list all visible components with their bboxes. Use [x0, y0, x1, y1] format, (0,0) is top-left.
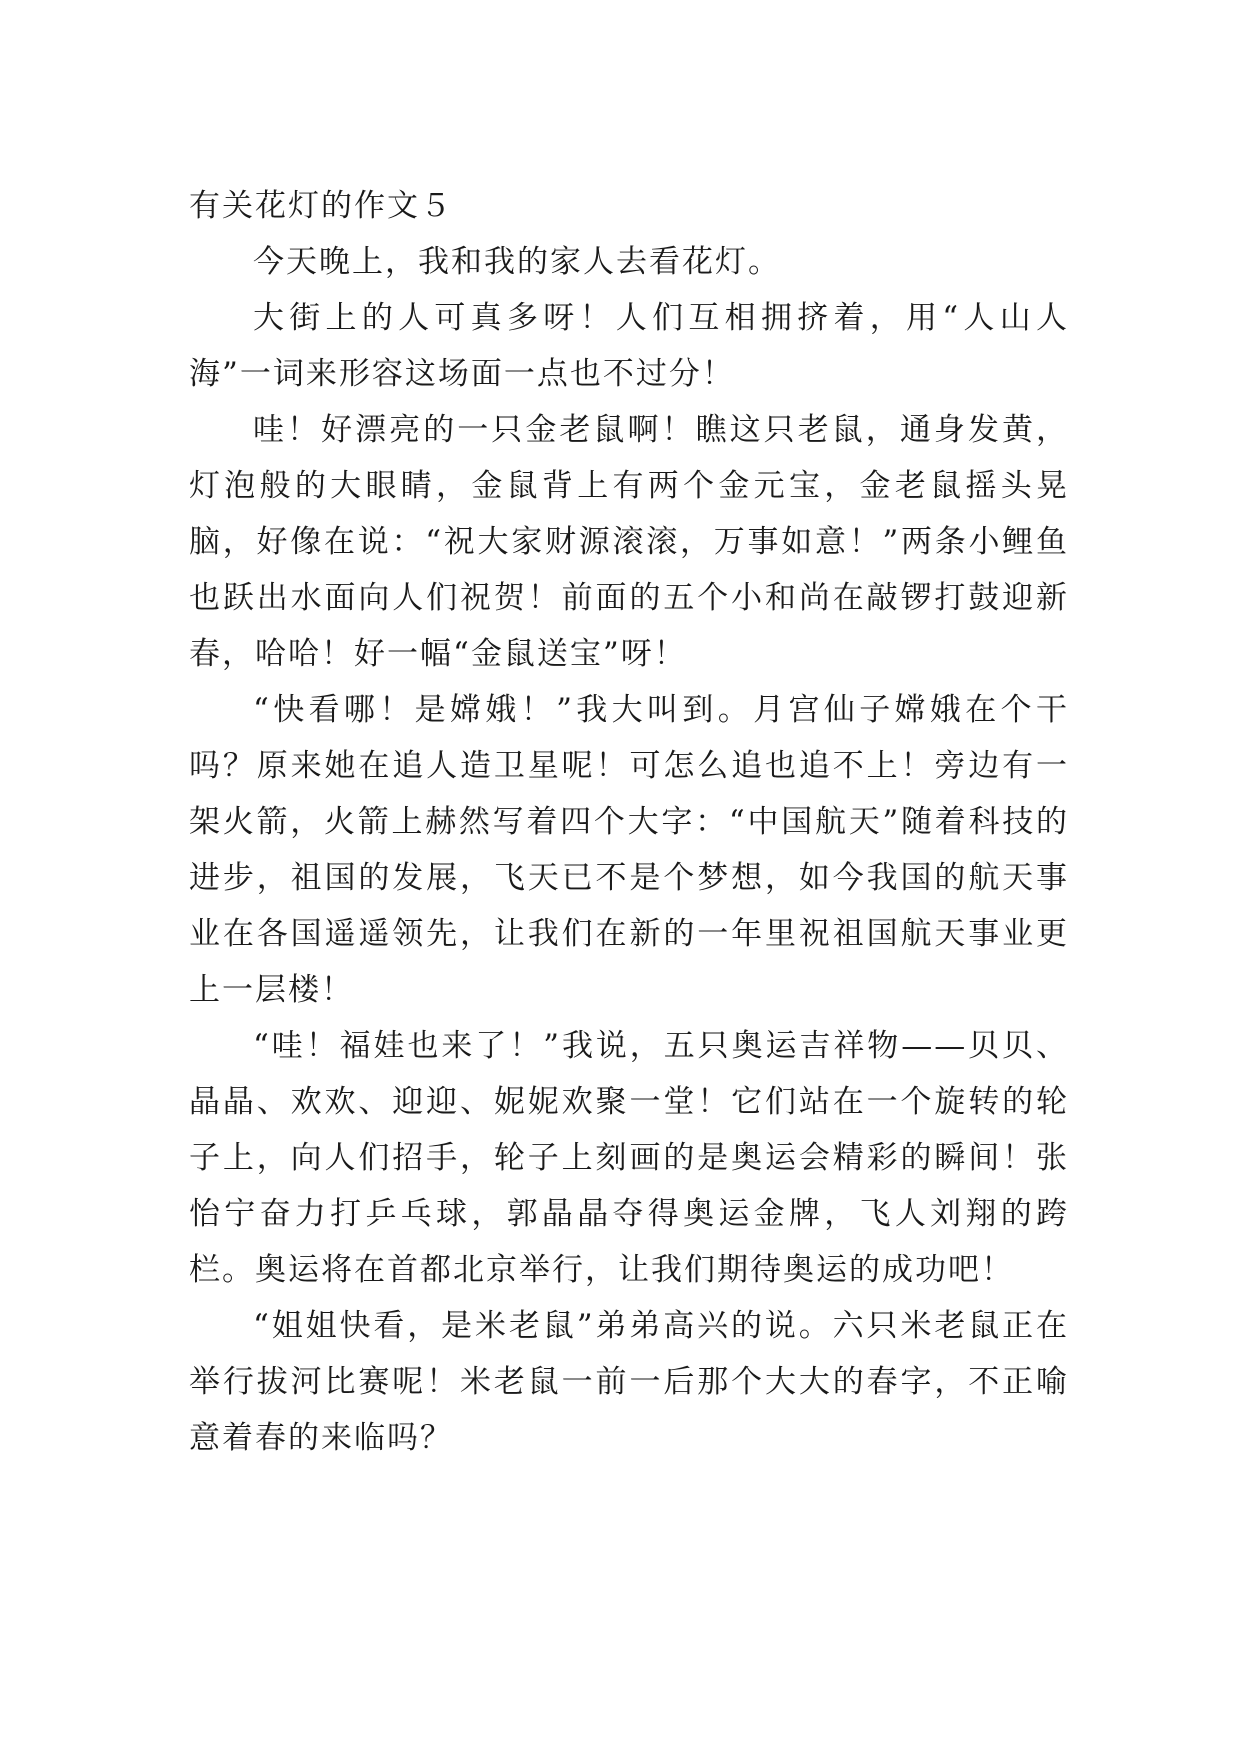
paragraph-4: “快看哪！是嫦娥！”我大叫到。月宫仙子嫦娥在个干吗？原来她在追人造卫星呢！可怎么追也追不上！旁边有一架火箭，火箭上赫然写着四个大字：“中国航天”随着科技的进步，祖国的发展，飞天已不是个梦想，如今我国的航天事业在各国遥遥领先，让我们在新的一年里祝祖国航天事业更上一层楼！ [189, 692, 1069, 1008]
paragraph-3: 哇！好漂亮的一只金老鼠啊！瞧这只老鼠，通身发黄，灯泡般的大眼睛，金鼠背上有两个金元宝，金老鼠摇头晃脑，好像在说：“祝大家财源滚滚，万事如意！”两条小鲤鱼也跃出水面向人们祝贺！前面的五个小和尚在敲锣打鼓迎新春，哈哈！好一幅“金鼠送宝”呀！ [189, 412, 1069, 672]
paragraph-2: 大街上的人可真多呀！人们互相拥挤着，用“人山人海”一词来形容这场面一点也不过分！ [189, 300, 1069, 392]
document-body [189, 178, 1069, 1466]
paragraph-1: 今天晚上，我和我的家人去看花灯。 [253, 244, 781, 280]
paragraph-5: “哇！福娃也来了！”我说，五只奥运吉祥物——贝贝、晶晶、欢欢、迎迎、妮妮欢聚一堂！它们站在一个旋转的轮子上，向人们招手，轮子上刻画的是奥运会精彩的瞬间！张怡宁奋力打乒乓球，郭晶晶夺得奥运金牌，飞人刘翔的跨栏。奥运将在首都北京举行，让我们期待奥运的成功吧！ [189, 1028, 1069, 1288]
paragraph-6: “姐姐快看，是米老鼠”弟弟高兴的说。六只米老鼠正在举行拔河比赛呢！米老鼠一前一后那个大大的春字，不正喻意着春的来临吗？ [189, 1308, 1069, 1456]
document-title: 有关花灯的作文５ [189, 188, 453, 224]
